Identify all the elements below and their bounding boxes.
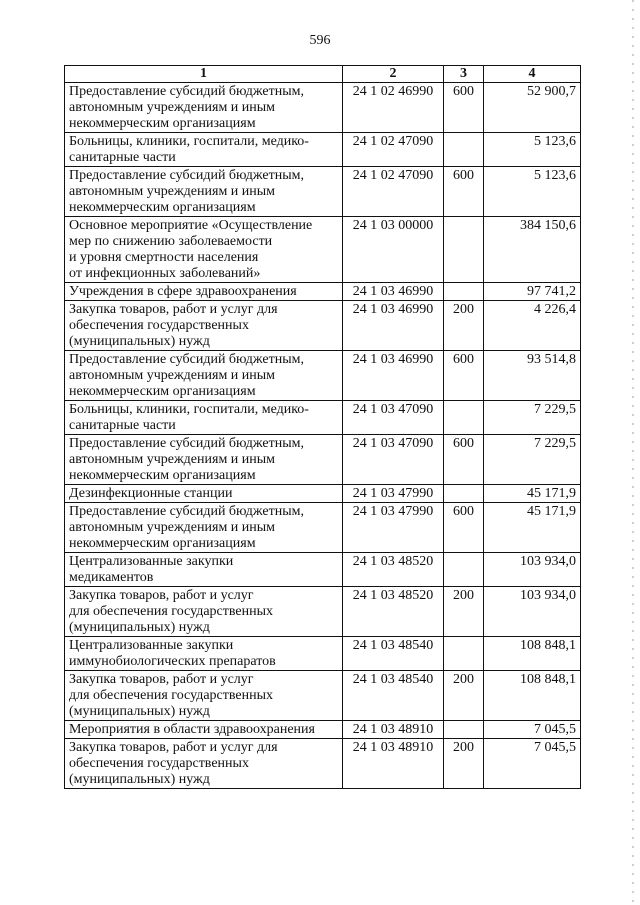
table-row <box>65 351 581 401</box>
row-amount-cell: 108 848,1 <box>484 637 581 671</box>
table-row <box>65 503 581 553</box>
page-number: 596 <box>309 33 331 48</box>
row-code-cell: 24 1 03 48540 <box>343 637 444 671</box>
row-name-cell: Закупка товаров, работ и услуг для обеспечения государственных (муниципальных) нужд <box>65 671 343 721</box>
row-code-cell: 24 1 02 47090 <box>343 167 444 217</box>
table-row <box>65 553 581 587</box>
table-row <box>65 485 581 503</box>
row-code-cell: 24 1 03 47090 <box>343 401 444 435</box>
table-row <box>65 721 581 739</box>
row-amount-cell: 93 514,8 <box>484 351 581 401</box>
row-code-cell: 24 1 03 46990 <box>343 351 444 401</box>
row-name-cell: Основное мероприятие «Осуществление мер по снижению заболеваемости и уровня смертности населения от инфекционных заболеваний» <box>65 217 343 283</box>
table-row <box>65 133 581 167</box>
row-amount-cell: 103 934,0 <box>484 553 581 587</box>
row-type-cell: 600 <box>444 351 484 401</box>
table-row <box>65 637 581 671</box>
row-name-cell: Предоставление субсидий бюджетным, автономным учреждениям и иным некоммерческим организациям <box>65 435 343 485</box>
row-amount-cell: 7 045,5 <box>484 721 581 739</box>
row-amount-cell: 97 741,2 <box>484 283 581 301</box>
row-type-cell: 200 <box>444 587 484 637</box>
row-code-cell: 24 1 03 47990 <box>343 503 444 553</box>
column-header-3: 3 <box>444 66 484 83</box>
table-row <box>65 401 581 435</box>
table-row <box>65 283 581 301</box>
row-code-cell: 24 1 03 46990 <box>343 301 444 351</box>
table-body <box>65 83 581 789</box>
budget-table <box>64 65 581 789</box>
row-type-cell <box>444 133 484 167</box>
table-row <box>65 435 581 485</box>
row-type-cell <box>444 217 484 283</box>
row-amount-cell: 7 229,5 <box>484 435 581 485</box>
row-amount-cell: 108 848,1 <box>484 671 581 721</box>
row-name-cell: Мероприятия в области здравоохранения <box>65 721 343 739</box>
column-header-2: 2 <box>343 66 444 83</box>
table-row <box>65 301 581 351</box>
row-name-cell: Закупка товаров, работ и услуг для обеспечения государственных (муниципальных) нужд <box>65 587 343 637</box>
column-header-1: 1 <box>65 66 343 83</box>
row-name-cell: Больницы, клиники, госпитали, медико- санитарные части <box>65 133 343 167</box>
row-type-cell <box>444 401 484 435</box>
row-type-cell: 200 <box>444 301 484 351</box>
row-name-cell: Предоставление субсидий бюджетным, автономным учреждениям и иным некоммерческим организациям <box>65 351 343 401</box>
row-amount-cell: 7 229,5 <box>484 401 581 435</box>
header-row <box>65 66 581 83</box>
row-name-cell: Предоставление субсидий бюджетным, автономным учреждениям и иным некоммерческим организациям <box>65 503 343 553</box>
row-name-cell: Предоставление субсидий бюджетным, автономным учреждениям и иным некоммерческим организациям <box>65 83 343 133</box>
row-amount-cell: 384 150,6 <box>484 217 581 283</box>
row-name-cell: Предоставление субсидий бюджетным, автономным учреждениям и иным некоммерческим организациям <box>65 167 343 217</box>
row-type-cell: 200 <box>444 671 484 721</box>
row-name-cell: Дезинфекционные станции <box>65 485 343 503</box>
row-type-cell <box>444 283 484 301</box>
row-code-cell: 24 1 03 47990 <box>343 485 444 503</box>
row-amount-cell: 7 045,5 <box>484 739 581 789</box>
row-code-cell: 24 1 03 46990 <box>343 283 444 301</box>
row-amount-cell: 5 123,6 <box>484 133 581 167</box>
row-amount-cell: 45 171,9 <box>484 503 581 553</box>
row-type-cell <box>444 553 484 587</box>
scan-edge-dots <box>632 0 634 905</box>
row-type-cell: 600 <box>444 435 484 485</box>
row-code-cell: 24 1 03 47090 <box>343 435 444 485</box>
row-type-cell: 600 <box>444 83 484 133</box>
row-type-cell <box>444 485 484 503</box>
table-row <box>65 83 581 133</box>
row-name-cell: Централизованные закупки медикаментов <box>65 553 343 587</box>
row-name-cell: Закупка товаров, работ и услуг для обеспечения государственных (муниципальных) нужд <box>65 739 343 789</box>
row-amount-cell: 5 123,6 <box>484 167 581 217</box>
row-amount-cell: 45 171,9 <box>484 485 581 503</box>
table-row <box>65 671 581 721</box>
row-type-cell <box>444 637 484 671</box>
row-code-cell: 24 1 03 48910 <box>343 721 444 739</box>
row-name-cell: Больницы, клиники, госпитали, медико- санитарные части <box>65 401 343 435</box>
table-row <box>65 587 581 637</box>
table-row <box>65 217 581 283</box>
row-type-cell: 600 <box>444 167 484 217</box>
row-code-cell: 24 1 03 48910 <box>343 739 444 789</box>
row-name-cell: Централизованные закупки иммунобиологических препаратов <box>65 637 343 671</box>
table-row <box>65 167 581 217</box>
row-type-cell <box>444 721 484 739</box>
row-code-cell: 24 1 03 00000 <box>343 217 444 283</box>
row-name-cell: Учреждения в сфере здравоохранения <box>65 283 343 301</box>
row-code-cell: 24 1 03 48520 <box>343 587 444 637</box>
row-name-cell: Закупка товаров, работ и услуг для обеспечения государственных (муниципальных) нужд <box>65 301 343 351</box>
row-code-cell: 24 1 03 48520 <box>343 553 444 587</box>
row-amount-cell: 52 900,7 <box>484 83 581 133</box>
row-type-cell: 200 <box>444 739 484 789</box>
row-code-cell: 24 1 02 47090 <box>343 133 444 167</box>
table-header <box>65 66 581 83</box>
row-amount-cell: 4 226,4 <box>484 301 581 351</box>
row-amount-cell: 103 934,0 <box>484 587 581 637</box>
column-header-4: 4 <box>484 66 581 83</box>
row-code-cell: 24 1 02 46990 <box>343 83 444 133</box>
row-type-cell: 600 <box>444 503 484 553</box>
table-row <box>65 739 581 789</box>
row-code-cell: 24 1 03 48540 <box>343 671 444 721</box>
